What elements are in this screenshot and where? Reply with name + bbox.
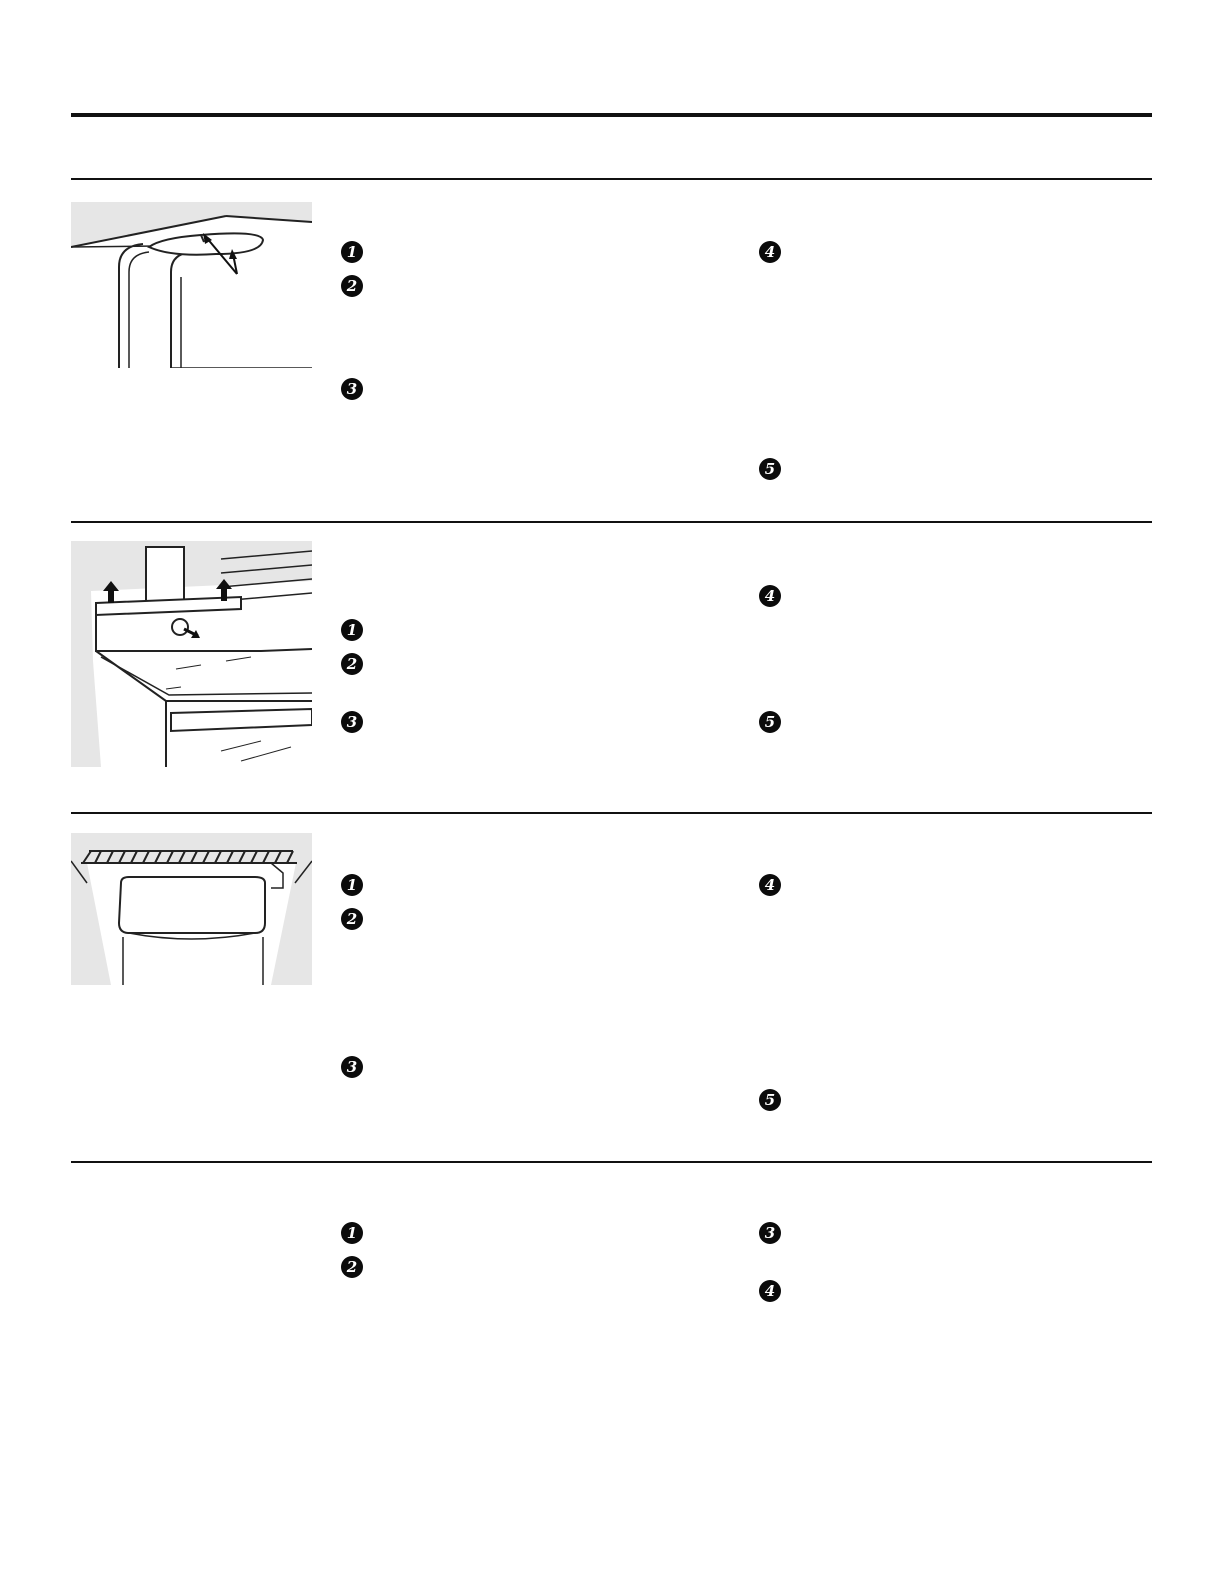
step-4-badge: 4 <box>759 241 781 263</box>
step-1-badge: 1 <box>341 1222 363 1244</box>
step-3-badge: 3 <box>341 378 363 400</box>
step-5-badge: 5 <box>759 1089 781 1111</box>
step-4-badge: 4 <box>759 585 781 607</box>
step-3-badge: 3 <box>341 711 363 733</box>
section-divider <box>71 521 1152 523</box>
page-header-rule <box>71 113 1152 117</box>
step-5-badge: 5 <box>759 711 781 733</box>
step-2-badge: 2 <box>341 1256 363 1278</box>
light-cover-illustration <box>71 202 312 368</box>
crisper-drawer-illustration <box>71 833 312 985</box>
step-4-badge: 4 <box>759 1280 781 1302</box>
step-3-badge: 3 <box>341 1056 363 1078</box>
step-1-badge: 1 <box>341 241 363 263</box>
step-1-badge: 1 <box>341 619 363 641</box>
section-divider <box>71 812 1152 814</box>
step-1-badge: 1 <box>341 874 363 896</box>
step-3-badge: 3 <box>759 1222 781 1244</box>
oven-rack-illustration <box>71 541 312 767</box>
step-2-badge: 2 <box>341 653 363 675</box>
step-4-badge: 4 <box>759 874 781 896</box>
section-divider <box>71 1161 1152 1163</box>
section-divider <box>71 178 1152 180</box>
step-2-badge: 2 <box>341 908 363 930</box>
step-5-badge: 5 <box>759 458 781 480</box>
step-2-badge: 2 <box>341 275 363 297</box>
